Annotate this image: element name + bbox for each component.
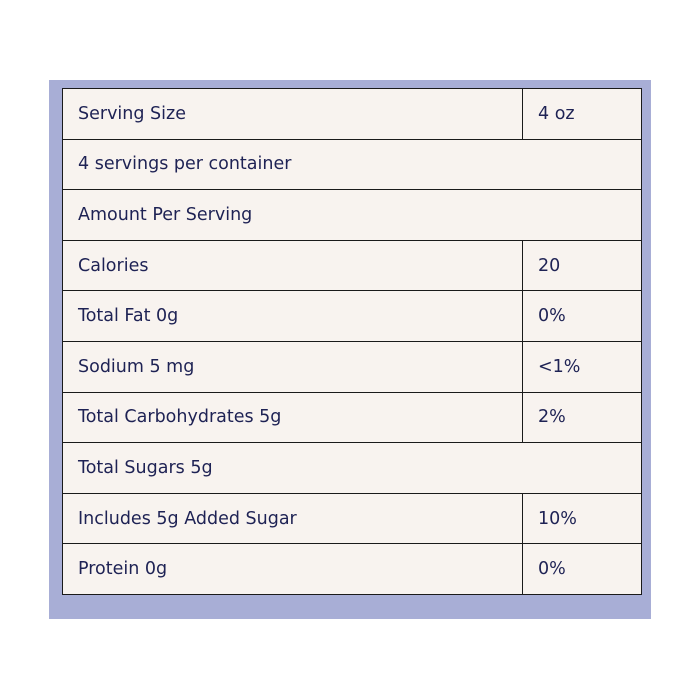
total-carbohydrates-label: Total Carbohydrates 5g bbox=[63, 392, 523, 443]
nutrition-table bbox=[62, 88, 642, 595]
total-fat-value: 0% bbox=[523, 291, 642, 342]
protein-value: 0% bbox=[523, 544, 642, 595]
calories-value: 20 bbox=[523, 240, 642, 291]
table-row-protein bbox=[63, 544, 642, 595]
total-fat-label: Total Fat 0g bbox=[63, 291, 523, 342]
table-row-calories bbox=[63, 240, 642, 291]
calories-label: Calories bbox=[63, 240, 523, 291]
total-carbohydrates-value: 2% bbox=[523, 392, 642, 443]
table-row-serving-size bbox=[63, 89, 642, 140]
added-sugar-label: Includes 5g Added Sugar bbox=[63, 493, 523, 544]
table-row-sodium bbox=[63, 341, 642, 392]
servings-per-container-label: 4 servings per container bbox=[63, 139, 642, 190]
total-sugars-label: Total Sugars 5g bbox=[63, 443, 642, 494]
table-row-amount-per-serving bbox=[63, 190, 642, 241]
serving-size-label: Serving Size bbox=[63, 89, 523, 140]
table-row-total-carbohydrates bbox=[63, 392, 642, 443]
amount-per-serving-label: Amount Per Serving bbox=[63, 190, 642, 241]
table-row-servings-per-container bbox=[63, 139, 642, 190]
sodium-label: Sodium 5 mg bbox=[63, 341, 523, 392]
sodium-value: <1% bbox=[523, 341, 642, 392]
protein-label: Protein 0g bbox=[63, 544, 523, 595]
table-row-total-fat bbox=[63, 291, 642, 342]
table-row-added-sugar bbox=[63, 493, 642, 544]
serving-size-value: 4 oz bbox=[523, 89, 642, 140]
table-row-total-sugars bbox=[63, 443, 642, 494]
added-sugar-value: 10% bbox=[523, 493, 642, 544]
